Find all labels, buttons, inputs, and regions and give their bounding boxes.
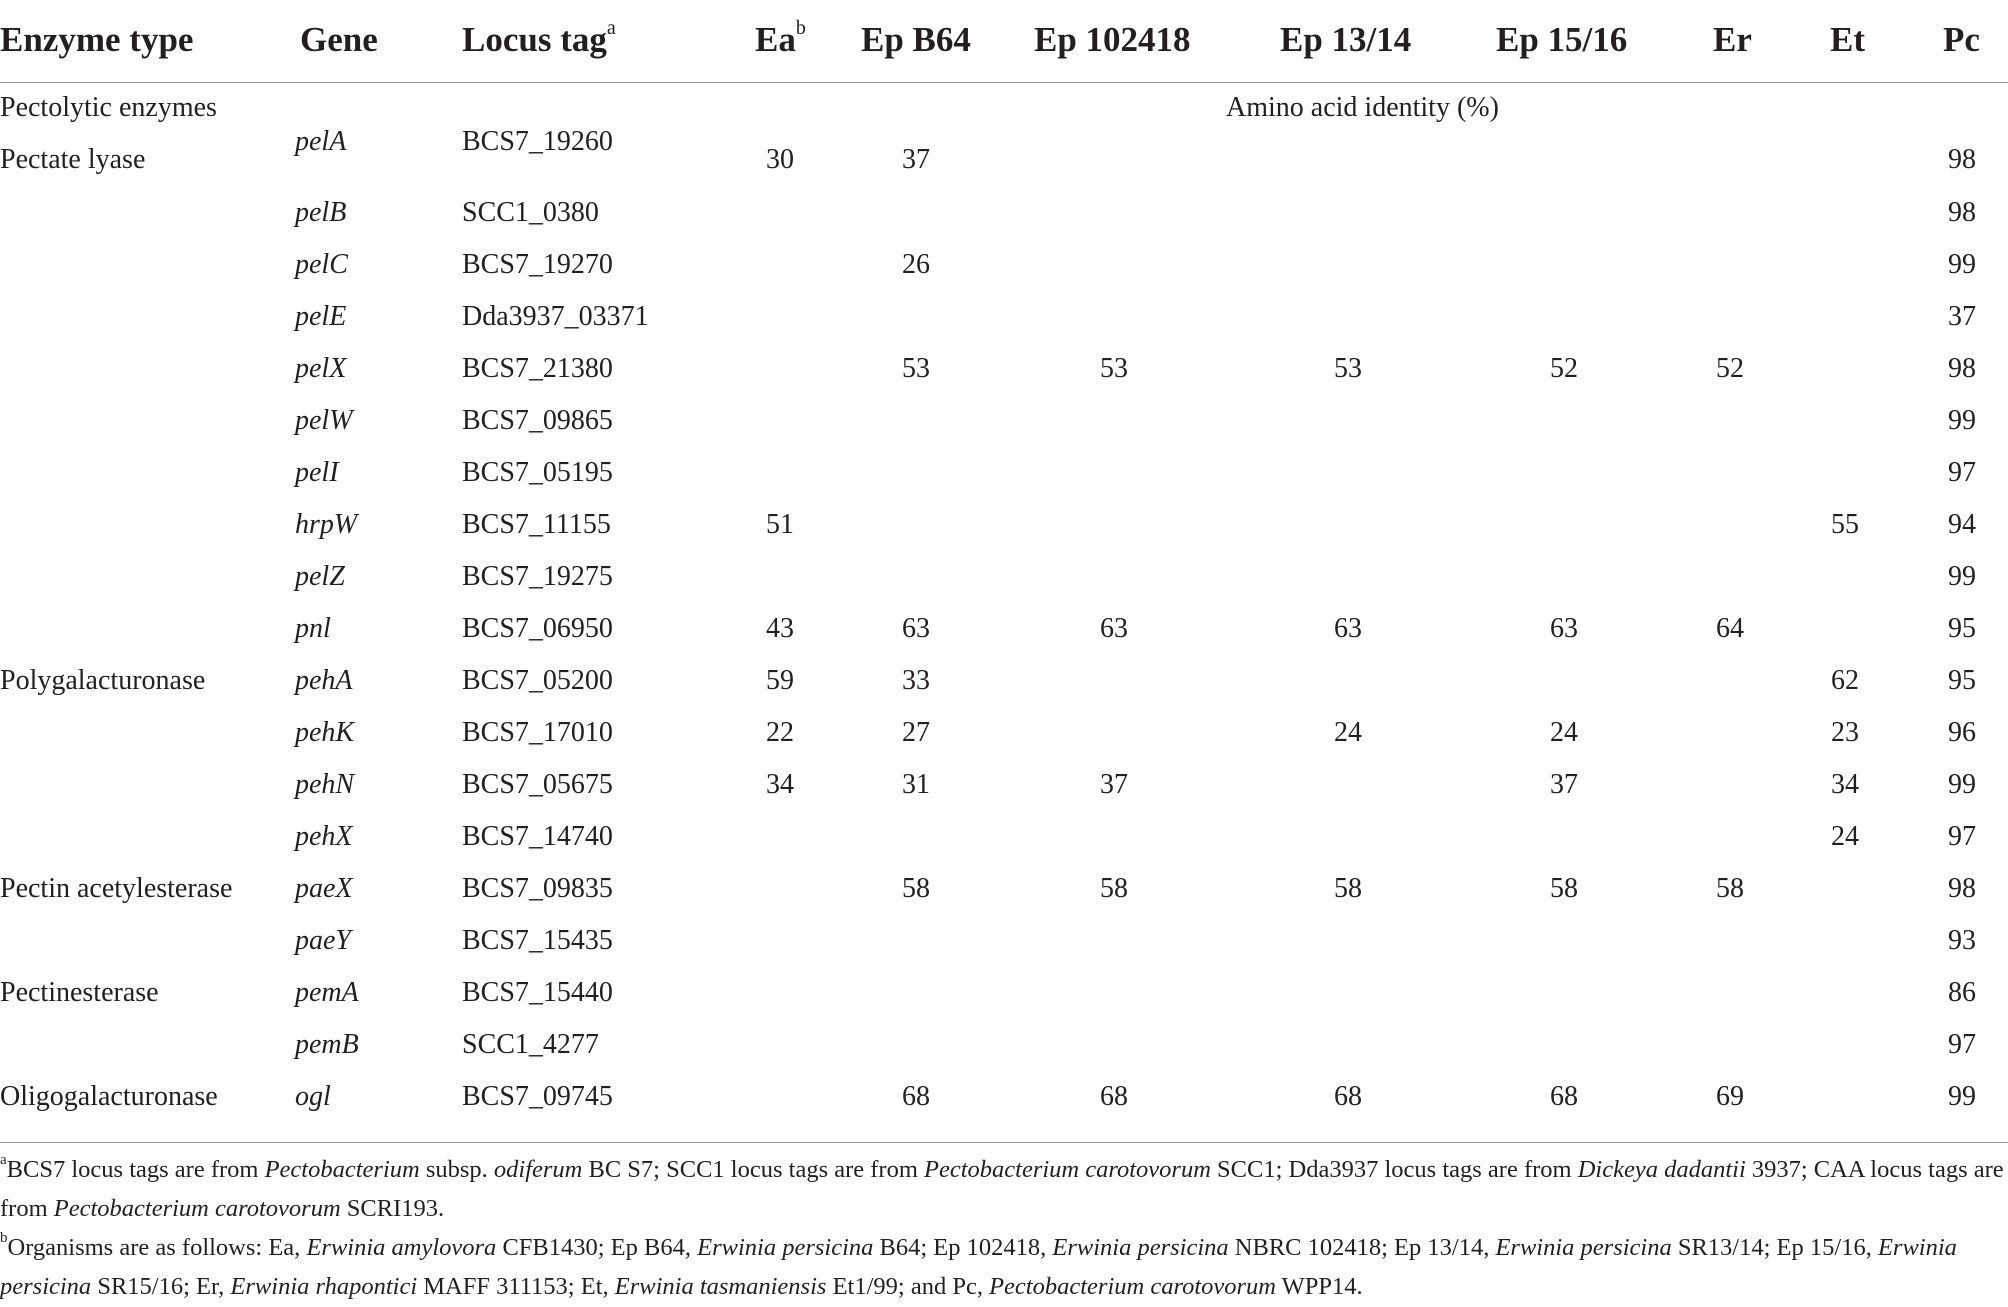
identity-cell-pc: 98 (1948, 353, 1976, 384)
footnote-text: SCRI193. (340, 1195, 445, 1222)
identity-cell-pc: 98 (1948, 197, 1976, 228)
table-row (0, 405, 2008, 457)
identity-cell-et: 24 (1831, 821, 1859, 852)
table-row (0, 1029, 2008, 1081)
footnote-organism-name: Erwinia persicina (1052, 1234, 1229, 1261)
gene-cell: paeY (295, 925, 351, 956)
locus-tag-cell: BCS7_05200 (462, 665, 613, 696)
locus-tag-cell: BCS7_21380 (462, 353, 613, 384)
identity-cell-et: 23 (1831, 717, 1859, 748)
footnote-organism-name: Pectobacterium (264, 1156, 420, 1183)
table-row (0, 977, 2008, 1029)
table-row (0, 769, 2008, 821)
identity-cell-ep-13-14: 68 (1334, 1081, 1362, 1112)
locus-tag-cell: BCS7_05675 (462, 769, 613, 800)
gene-cell: pelA (295, 126, 347, 157)
identity-cell-ep-15-16: 52 (1550, 353, 1578, 384)
footnote-text: SR15/16; Er, (91, 1273, 231, 1300)
gene-cell: pehA (295, 665, 353, 696)
footnote-b (0, 1228, 2004, 1306)
locus-tag-cell: BCS7_15435 (462, 925, 613, 956)
identity-cell-pc: 98 (1948, 873, 1976, 904)
identity-cell-ep-102418: 53 (1100, 353, 1128, 384)
identity-cell-pc: 97 (1948, 1029, 1976, 1060)
header-pc: Pc (1943, 20, 1980, 59)
header-et: Et (1830, 20, 1865, 59)
identity-cell-pc: 97 (1948, 457, 1976, 488)
header-er: Er (1713, 20, 1752, 59)
gene-cell: pelX (295, 353, 347, 384)
gene-cell: pelW (295, 405, 353, 436)
enzyme-type-cell: Pectate lyase (0, 144, 146, 175)
footnote-organism-name: Erwinia rhapontici (230, 1273, 418, 1300)
table-row (0, 118, 2008, 175)
footnotes (0, 1150, 2004, 1306)
identity-cell-ep-b64: 53 (902, 353, 930, 384)
footnote-organism-name: Dickeya dadantii (1577, 1156, 1746, 1183)
enzyme-type-cell: Polygalacturonase (0, 665, 206, 696)
footnote-marker: a (0, 1152, 7, 1168)
identity-cell-pc: 99 (1948, 405, 1976, 436)
identity-label: Amino acid identity (%) (1226, 92, 1499, 123)
identity-cell-pc: 37 (1948, 301, 1976, 332)
gene-cell: pelE (295, 301, 347, 332)
locus-tag-cell: BCS7_14740 (462, 821, 613, 852)
footnote-marker: b (795, 17, 806, 39)
footnote-a (0, 1150, 2004, 1228)
gene-cell: pelC (295, 249, 348, 280)
footnote-text: B64; Ep 102418, (873, 1234, 1053, 1261)
table-row (0, 353, 2008, 405)
identity-cell-pc: 99 (1948, 561, 1976, 592)
gene-cell: pnl (295, 613, 331, 644)
identity-cell-pc: 95 (1948, 665, 1976, 696)
identity-cell-ep-15-16: 63 (1550, 613, 1578, 644)
table-row (0, 249, 2008, 301)
footnote-organism-name: Erwinia amylovora (306, 1234, 497, 1261)
identity-cell-ep-13-14: 63 (1334, 613, 1362, 644)
identity-cell-ep-13-14: 58 (1334, 873, 1362, 904)
identity-cell-ep-b64: 33 (902, 665, 930, 696)
footnote-text: SCC1; Dda3937 locus tags are from (1210, 1156, 1578, 1183)
gene-cell: pehX (295, 821, 353, 852)
identity-cell-ep-102418: 58 (1100, 873, 1128, 904)
table-row (0, 821, 2008, 873)
footnote-text: Organisms are as follows: Ea, (7, 1234, 307, 1261)
identity-cell-ep-b64: 58 (902, 873, 930, 904)
header-ep-13-14: Ep 13/14 (1280, 20, 1412, 59)
header-ep-b64: Ep B64 (861, 20, 971, 59)
identity-cell-ep-13-14: 53 (1334, 353, 1362, 384)
gene-cell: ogl (295, 1081, 331, 1112)
identity-cell-ep-15-16: 68 (1550, 1081, 1578, 1112)
identity-cell-et: 34 (1831, 769, 1859, 800)
identity-cell-er: 64 (1716, 613, 1744, 644)
table-row (0, 665, 2008, 717)
footnote-marker: b (0, 1230, 8, 1246)
identity-cell-ep-102418: 37 (1100, 769, 1128, 800)
footnote-organism-name: Pectobacterium carotovorum (989, 1273, 1276, 1300)
enzyme-type-cell: Pectinesterase (0, 977, 159, 1008)
gene-cell: hrpW (295, 509, 358, 540)
locus-tag-cell: BCS7_17010 (462, 717, 613, 748)
header-rule (0, 82, 2008, 83)
table-bottom-rule (0, 1142, 2008, 1143)
identity-cell-ea: 51 (766, 509, 794, 540)
header-gene: Gene (300, 20, 378, 59)
identity-cell-er: 52 (1716, 353, 1744, 384)
footnote-text: MAFF 311153; Et, (417, 1273, 615, 1300)
footnote-text: CFB1430; Ep B64, (496, 1234, 698, 1261)
table-row (0, 925, 2008, 977)
locus-tag-cell: SCC1_4277 (462, 1029, 599, 1060)
identity-cell-ea: 34 (766, 769, 794, 800)
header-enzyme-type: Enzyme type (0, 20, 194, 59)
gene-cell: pelB (295, 197, 347, 228)
identity-cell-ep-102418: 63 (1100, 613, 1128, 644)
header-ea: Ea$^b$ (755, 17, 806, 59)
footnote-organism-name: Erwinia persicina (697, 1234, 874, 1261)
footnote-organism-name: Pectobacterium carotovorum (53, 1195, 341, 1222)
identity-cell-ea: 59 (766, 665, 794, 696)
gene-cell: pehK (295, 717, 355, 748)
identity-cell-ep-13-14: 24 (1334, 717, 1362, 748)
table-row (0, 613, 2008, 665)
identity-cell-pc: 86 (1948, 977, 1976, 1008)
header-locus-tag: Locus tag$^a$ (462, 17, 616, 59)
identity-cell-er: 58 (1716, 873, 1744, 904)
identity-cell-ep-15-16: 37 (1550, 769, 1578, 800)
locus-tag-cell: BCS7_06950 (462, 613, 613, 644)
footnote-text: WPP14. (1275, 1273, 1363, 1300)
identity-cell-er: 69 (1716, 1081, 1744, 1112)
locus-tag-cell: BCS7_09835 (462, 873, 613, 904)
identity-cell-pc: 99 (1948, 1081, 1976, 1112)
identity-cell-pc: 95 (1948, 613, 1976, 644)
header-ep-15-16: Ep 15/16 (1496, 20, 1628, 59)
footnote-marker: a (606, 17, 616, 39)
identity-cell-ep-b64: 27 (902, 717, 930, 748)
table-row (0, 717, 2008, 769)
identity-cell-et: 55 (1831, 509, 1859, 540)
table-row (0, 1081, 2008, 1133)
identity-cell-ep-b64: 31 (902, 769, 930, 800)
footnote-organism-name: Erwinia persicina (0, 1234, 1957, 1300)
table-row (0, 301, 2008, 353)
locus-tag-cell: BCS7_19275 (462, 561, 613, 592)
footnote-text: Et1/99; and Pc, (826, 1273, 990, 1300)
identity-cell-pc: 94 (1948, 509, 1976, 540)
locus-tag-cell: BCS7_11155 (462, 509, 611, 540)
table-row (0, 509, 2008, 561)
identity-cell-ep-15-16: 58 (1550, 873, 1578, 904)
identity-cell-ep-102418: 68 (1100, 1081, 1128, 1112)
identity-cell-pc: 99 (1948, 769, 1976, 800)
locus-tag-cell: BCS7_09745 (462, 1081, 613, 1112)
identity-cell-ea: 22 (766, 717, 794, 748)
table-row (0, 873, 2008, 925)
locus-tag-cell: BCS7_19260 (462, 126, 613, 157)
gene-cell: pelI (295, 457, 339, 488)
footnote-organism-name: Erwinia persicina (1495, 1234, 1672, 1261)
locus-tag-cell: BCS7_09865 (462, 405, 613, 436)
gene-cell: pelZ (295, 561, 345, 592)
enzyme-type-cell: Oligogalacturonase (0, 1081, 218, 1112)
locus-tag-cell: BCS7_05195 (462, 457, 613, 488)
locus-tag-cell: Dda3937_03371 (462, 301, 649, 332)
identity-cell-pc: 96 (1948, 717, 1976, 748)
identity-cell-ep-b64: 68 (902, 1081, 930, 1112)
identity-cell-ep-b64: 37 (902, 144, 930, 175)
identity-cell-et: 62 (1831, 665, 1859, 696)
footnote-organism-name: odiferum (493, 1156, 583, 1183)
identity-cell-pc: 98 (1948, 144, 1976, 175)
section-label: Pectolytic enzymes (0, 92, 217, 123)
identity-cell-pc: 97 (1948, 821, 1976, 852)
footnote-text: 3937; CAA locus tags are from (0, 1156, 2004, 1222)
identity-cell-ep-b64: 63 (902, 613, 930, 644)
table-row (0, 197, 2008, 249)
identity-cell-ep-b64: 26 (902, 249, 930, 280)
locus-tag-cell: SCC1_0380 (462, 197, 599, 228)
footnote-organism-name: Pectobacterium carotovorum (924, 1156, 1211, 1183)
footnote-text: SR13/14; Ep 15/16, (1671, 1234, 1878, 1261)
enzyme-type-cell: Pectin acetylesterase (0, 873, 233, 904)
identity-cell-ep-15-16: 24 (1550, 717, 1578, 748)
identity-cell-pc: 99 (1948, 249, 1976, 280)
table-header-row (0, 17, 2008, 66)
footnote-organism-name: Erwinia tasmaniensis (614, 1273, 827, 1300)
identity-cell-ea: 30 (766, 144, 794, 175)
footnote-text: BCS7 locus tags are from (6, 1156, 265, 1183)
footnote-text: NBRC 102418; Ep 13/14, (1228, 1234, 1496, 1261)
gene-cell: pemA (295, 977, 359, 1008)
gene-cell: pemB (295, 1029, 359, 1060)
gene-cell: paeX (295, 873, 353, 904)
header-ep-102418: Ep 102418 (1034, 20, 1191, 59)
table-row (0, 457, 2008, 509)
identity-cell-pc: 93 (1948, 925, 1976, 956)
locus-tag-cell: BCS7_19270 (462, 249, 613, 280)
gene-cell: pehN (295, 769, 355, 800)
identity-cell-ea: 43 (766, 613, 794, 644)
table-row (0, 561, 2008, 613)
footnote-text: BC S7; SCC1 locus tags are from (582, 1156, 925, 1183)
footnote-text: subsp. (419, 1156, 494, 1183)
locus-tag-cell: BCS7_15440 (462, 977, 613, 1008)
